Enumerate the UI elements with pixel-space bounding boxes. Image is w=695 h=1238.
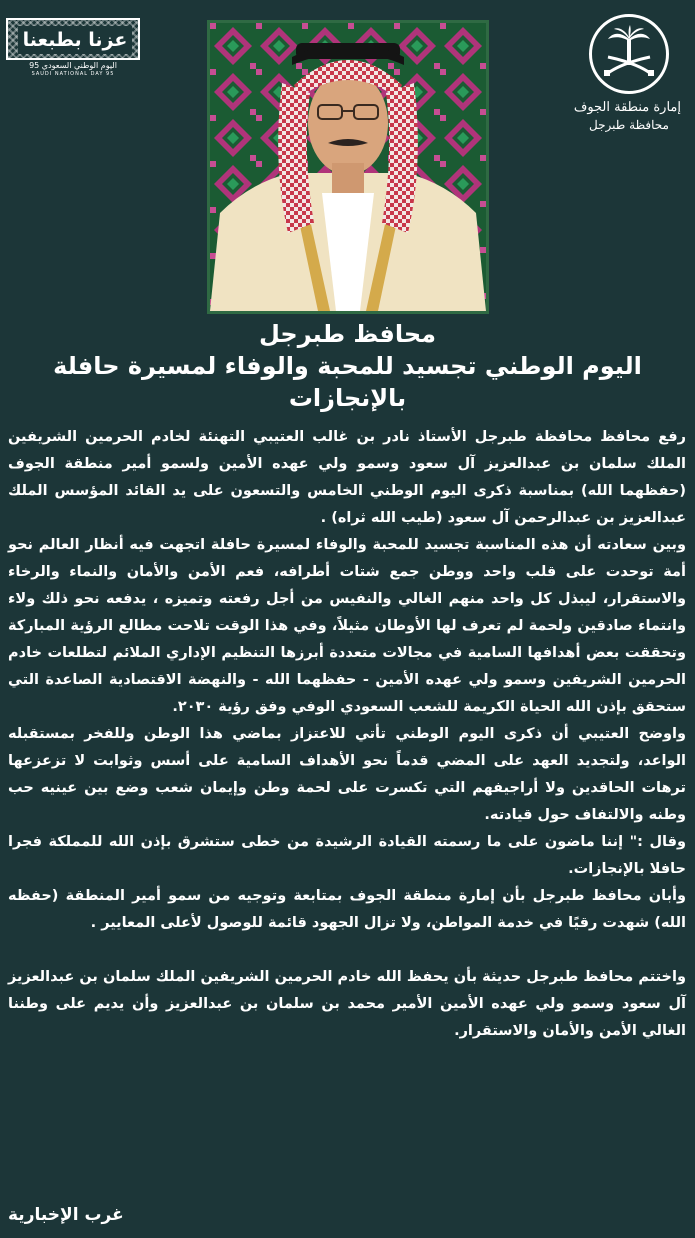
national-day-logo-english: SAUDI NATIONAL DAY 95: [31, 71, 115, 77]
article-body: [8, 424, 686, 1045]
national-day-logo: [6, 18, 140, 76]
palm-swords-emblem-icon: [589, 14, 669, 94]
article-paragraph: وأبان محافظ طبرجل بأن إمارة منطقة الجوف بمتابعة وتوجيه من سمو أمير المنطقة (حفظه الله) شهدت رقيًا في خدمة المواطن، ولا تزال الجهود قائمة للوصول لأعلى المعايير .: [8, 888, 686, 931]
governor-portrait: [207, 20, 489, 314]
governorate-emblem: [573, 14, 681, 144]
article-paragraph: واختتم محافظ طبرجل حديثة بأن يحفظ الله خادم الحرمين الشريفين الملك سلمان بن عبدالعزيز آل سعود وسمو ولي عهده الأمين الأمير محمد بن سلمان بن عبدالعزيز وأن يديم على وطننا الغالي الأمن والأمان والاستقرار.: [8, 969, 686, 1039]
article-paragraph: وبين سعادته أن هذه المناسبة تجسيد للمحبة والوفاء لمسيرة حافلة اتجهت فيه أنظار العالم نحو أمة توحدت على قلب واحد ووطن جمع شتات أطرافه، فعم الأمن والأمان والنماء والرخاء والاستقرار، ليبذل كل واحد منهم الغالي والنفيس من أجل رفعته وتميزه ، يدفعه نحو ذلك ولاء وانتماء صادقين ولحمة لم تعرف لها الأوطان مثيلاً، وفي هذا الوقت تلاحت مطالع الرؤية المباركة وتحققت بعض أهدافها السامية في مجالات متعددة أبرزها التنظيم الإداري الملائم لتطلعات خادم الحرمين الشريفين وسمو ولي عهده الأمين - حفظهما الله - والنهضة الاقتصادية الصاعدة التي ستحقق بإذن الله الحياة الكريمة للشعب السعودي الوفي وفق رؤية ٢٠٣٠.: [8, 537, 686, 715]
source-watermark: غرب الإخبارية: [8, 1205, 124, 1225]
headline: [20, 318, 675, 414]
headline-line-2: اليوم الوطني تجسيد للمحبة والوفاء لمسيرة حافلة: [53, 352, 642, 380]
emblem-region-text: إمارة منطقة الجوف: [573, 100, 681, 115]
headline-line-1: محافظ طبرجل: [259, 320, 436, 348]
national-day-logo-frame: [6, 18, 140, 60]
national-day-logo-subtitle: اليوم الوطني السعودي 95: [29, 61, 117, 70]
article-paragraph: وقال :" إننا ماضون على ما رسمته القيادة الرشيدة من خطى ستشرق بإذن الله للمملكة فجرا حافلا بالإنجازات.: [8, 834, 686, 877]
article-paragraph: رفع محافظ محافظة طبرجل الأستاذ نادر بن غالب العتيبي التهنئة لخادم الحرمين الشريفين الملك سلمان بن عبدالعزيز آل سعود وسمو ولي عهده الأمين ولسمو أمير منطقة الجوف (حفظهما الله) بمناسبة ذكرى اليوم الوطني الخامس والتسعون على يد القائد المؤسس الملك عبدالعزيز بن عبدالرحمن آل سعود (طيب الله ثراه) .: [8, 429, 686, 526]
article-paragraph: واوضح العتيبي أن ذكرى اليوم الوطني تأتي للاعتزاز بماضي هذا الوطن وللفخر بمستقبله الواعد، ولتجديد العهد على المضي قدماً نحو الأهداف السامية على أسس وثوابت لا تزعزعها ترهات الحاقدين ولا أراجيفهم التي تكسرت على لحمة وطن وإيمان شعب وضع بين عينيه حب وطنه والالتفاف حول قيادته.: [8, 726, 686, 823]
national-day-logo-title: عزنا بطبعنا: [18, 26, 132, 54]
headline-line-3: بالإنجازات: [288, 384, 407, 412]
emblem-governorate-text: محافظة طبرجل: [589, 118, 669, 132]
